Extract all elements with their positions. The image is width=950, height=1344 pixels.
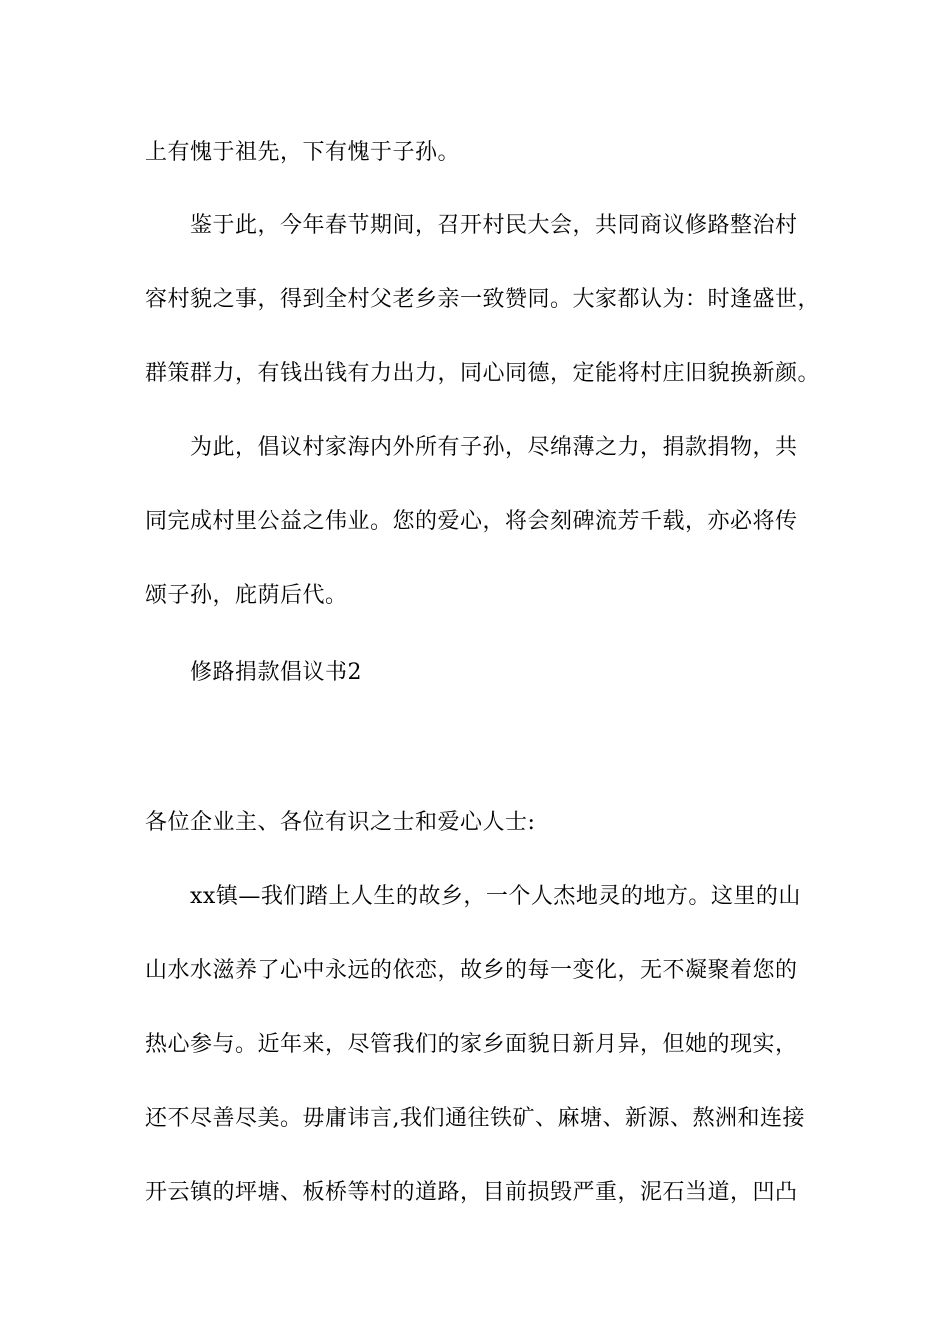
paragraph-line: 为此，倡议村家海内外所有子孙，尽绵薄之力，捐款捐物，共 <box>190 435 798 460</box>
paragraph-line: 颂子孙，庇荫后代。 <box>145 583 348 608</box>
paragraph-line: 还不尽善尽美。毋庸讳言,我们通往铁矿、麻塘、新源、熬洲和连接 <box>145 1106 805 1131</box>
section-heading: 修路捐款倡议书2 <box>190 660 362 685</box>
paragraph-line: 热心参与。近年来，尽管我们的家乡面貌日新月异，但她的现实， <box>145 1032 798 1057</box>
paragraph-line: 鉴于此，今年春节期间，召开村民大会，共同商议修路整治村 <box>190 213 798 238</box>
paragraph-line: 群策群力，有钱出钱有力出力，同心同德，定能将村庄旧貌换新颜。 <box>145 361 821 386</box>
paragraph-line: 上有愧于祖先，下有愧于子孙。 <box>145 140 461 165</box>
paragraph-line: 同完成村里公益之伟业。您的爱心，将会刻碑流芳千载，亦必将传 <box>145 509 798 534</box>
paragraph-line: 山水水滋养了心中永远的依恋，故乡的每一变化，无不凝聚着您的 <box>145 958 798 983</box>
paragraph-line: 容村貌之事，得到全村父老乡亲一致赞同。大家都认为：时逢盛世， <box>145 287 821 312</box>
paragraph-line: xx镇—我们踏上人生的故乡，一个人杰地灵的地方。这里的山 <box>190 884 801 909</box>
salutation: 各位企业主、各位有识之士和爱心人士: <box>145 810 536 835</box>
paragraph-line: 开云镇的坪塘、板桥等村的道路，目前损毁严重，泥石当道，凹凸 <box>145 1180 798 1205</box>
